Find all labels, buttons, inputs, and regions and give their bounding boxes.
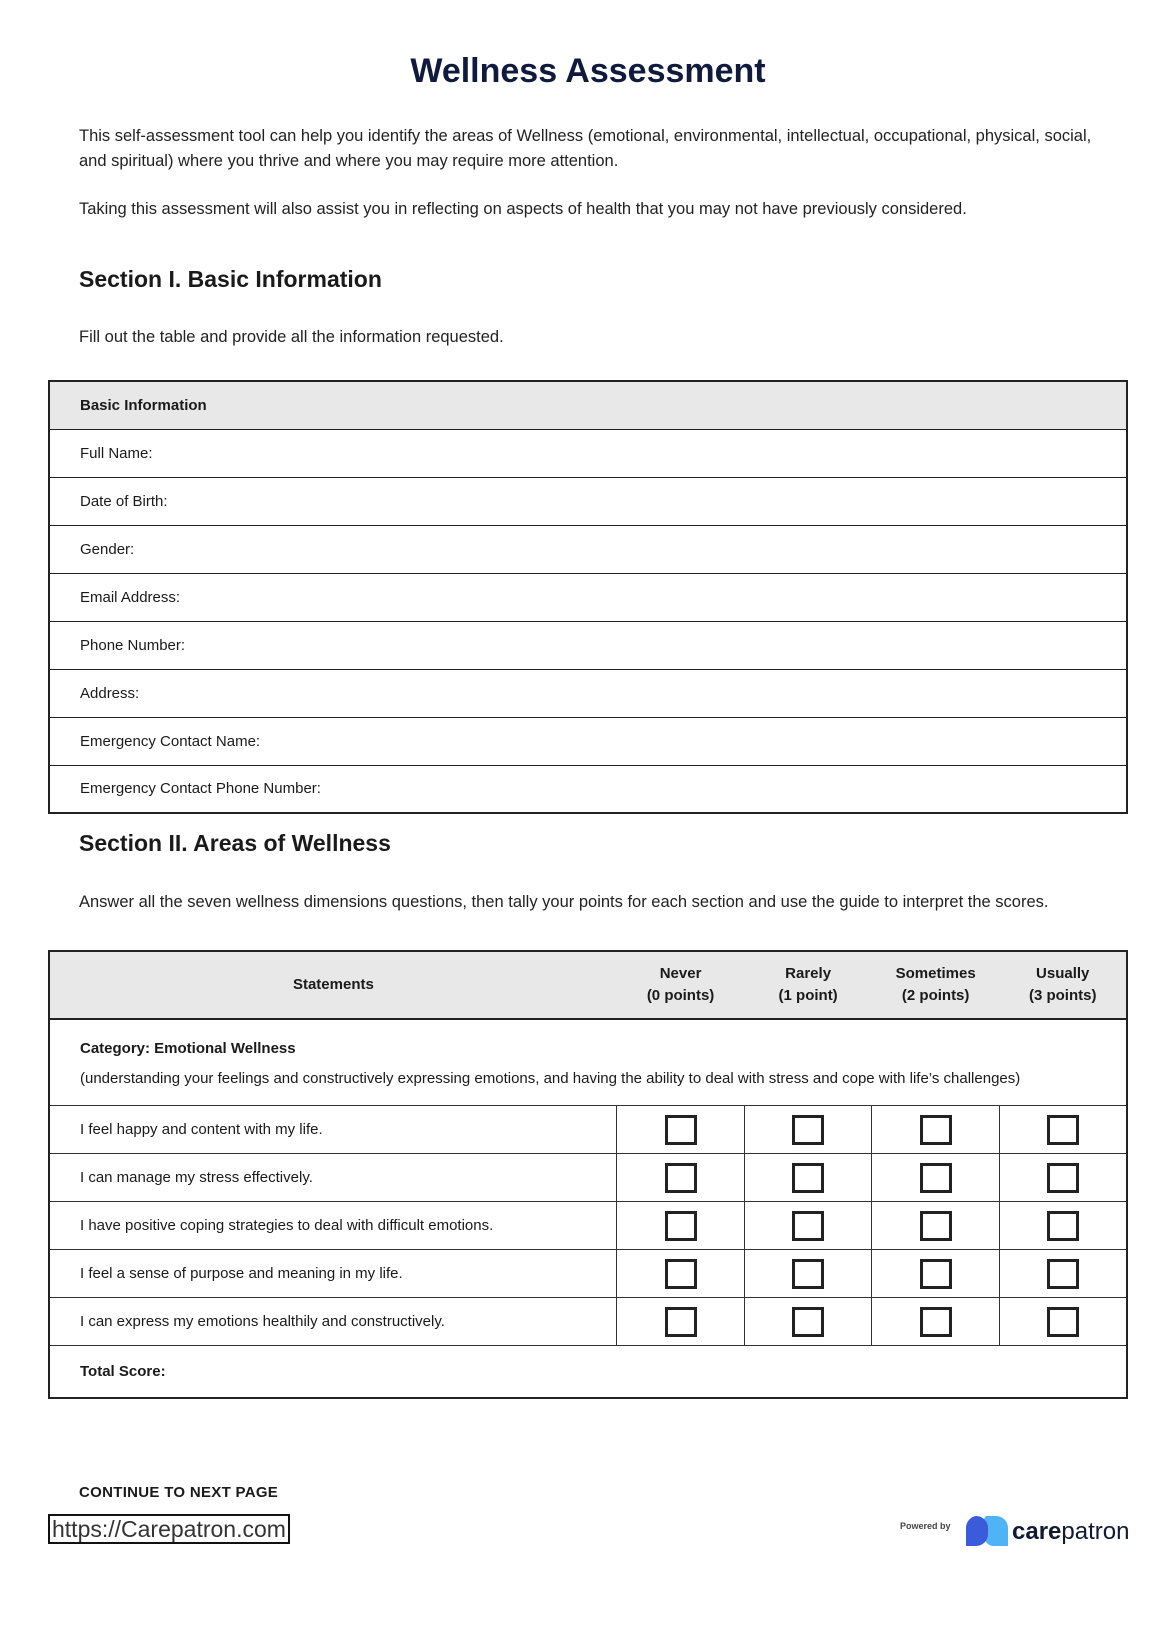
checkbox-never[interactable] <box>665 1163 697 1193</box>
continue-to-next-page: CONTINUE TO NEXT PAGE <box>79 1484 279 1501</box>
checkbox-never[interactable] <box>665 1259 697 1289</box>
page-title: Wellness Assessment <box>410 52 766 90</box>
table-row <box>49 1298 1127 1346</box>
checkbox-usually[interactable] <box>1047 1307 1079 1337</box>
checkbox-never[interactable] <box>665 1211 697 1241</box>
checkbox-rarely[interactable] <box>792 1259 824 1289</box>
checkbox-rarely[interactable] <box>792 1211 824 1241</box>
checkbox-sometimes[interactable] <box>920 1115 952 1145</box>
category-description: (understanding your feelings and constructively expressing emotions, and having the ability to deal with stress and cope with life’s challenges) <box>80 1070 1021 1087</box>
col-usually: Usually (3 points) <box>999 951 1127 1019</box>
table-row <box>49 1202 1127 1250</box>
field-full-name[interactable]: Full Name: <box>49 429 1127 477</box>
checkbox-rarely[interactable] <box>792 1163 824 1193</box>
checkbox-sometimes[interactable] <box>920 1211 952 1241</box>
section-2-heading: Section II. Areas of Wellness <box>79 830 391 856</box>
col-rarely: Rarely (1 point) <box>744 951 872 1019</box>
col-sometimes: Sometimes (2 points) <box>872 951 1000 1019</box>
carepatron-link[interactable]: https://Carepatron.com <box>48 1514 290 1544</box>
checkbox-rarely[interactable] <box>792 1307 824 1337</box>
checkbox-usually[interactable] <box>1047 1259 1079 1289</box>
col-statements: Statements <box>49 951 617 1019</box>
carepatron-brand: carepatron <box>1012 1518 1130 1545</box>
checkbox-never[interactable] <box>665 1115 697 1145</box>
statement-text: I can express my emotions healthily and constructively. <box>49 1298 617 1346</box>
field-emergency-contact-phone[interactable]: Emergency Contact Phone Number: <box>49 765 1127 813</box>
section-1-heading: Section I. Basic Information <box>79 266 382 292</box>
checkbox-usually[interactable] <box>1047 1115 1079 1145</box>
checkbox-never[interactable] <box>665 1307 697 1337</box>
checkbox-sometimes[interactable] <box>920 1163 952 1193</box>
field-gender[interactable]: Gender: <box>49 525 1127 573</box>
checkbox-sometimes[interactable] <box>920 1259 952 1289</box>
field-address[interactable]: Address: <box>49 669 1127 717</box>
statement-text: I have positive coping strategies to deal with difficult emotions. <box>49 1202 617 1250</box>
total-score-field[interactable]: Total Score: <box>49 1346 1127 1398</box>
field-date-of-birth[interactable]: Date of Birth: <box>49 477 1127 525</box>
field-emergency-contact-name[interactable]: Emergency Contact Name: <box>49 717 1127 765</box>
wellness-table <box>48 950 1128 1399</box>
basic-info-header: Basic Information <box>49 381 1127 429</box>
statement-text: I feel happy and content with my life. <box>49 1106 617 1154</box>
field-email-address[interactable]: Email Address: <box>49 573 1127 621</box>
powered-by-label: Powered by <box>900 1521 951 1531</box>
category-emotional-wellness <box>49 1019 1127 1106</box>
intro-paragraph-2: Taking this assessment will also assist you in reflecting on aspects of health that you may not have previously considered. <box>79 200 967 218</box>
field-phone-number[interactable]: Phone Number: <box>49 621 1127 669</box>
statement-text: I feel a sense of purpose and meaning in my life. <box>49 1250 617 1298</box>
table-row <box>49 1250 1127 1298</box>
intro-paragraph-1: This self-assessment tool can help you identify the areas of Wellness (emotional, environmental, intellectual, occupational, physical, social, and spiritual) where you thrive and where you may require more attention. <box>79 127 1092 170</box>
basic-information-table <box>48 380 1128 814</box>
checkbox-usually[interactable] <box>1047 1211 1079 1241</box>
table-row <box>49 1154 1127 1202</box>
checkbox-sometimes[interactable] <box>920 1307 952 1337</box>
col-never: Never (0 points) <box>617 951 745 1019</box>
section-1-instruction: Fill out the table and provide all the information requested. <box>79 328 504 346</box>
table-row <box>49 1106 1127 1154</box>
checkbox-usually[interactable] <box>1047 1163 1079 1193</box>
carepatron-logo-icon <box>962 1514 1012 1548</box>
section-2-instruction: Answer all the seven wellness dimensions questions, then tally your points for each section and use the guide to interpret the scores. <box>79 893 1049 911</box>
statement-text: I can manage my stress effectively. <box>49 1154 617 1202</box>
checkbox-rarely[interactable] <box>792 1115 824 1145</box>
category-title: Category: Emotional Wellness <box>80 1040 296 1057</box>
